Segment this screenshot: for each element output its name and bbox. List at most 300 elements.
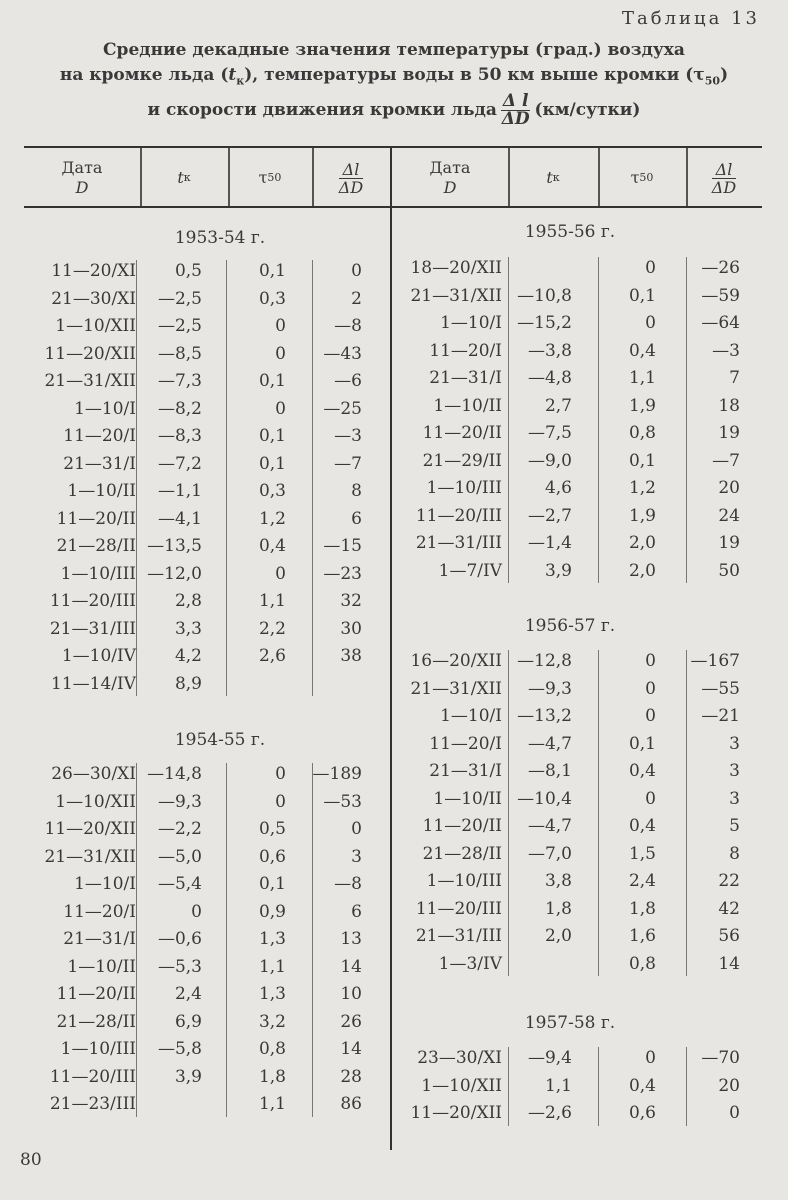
title-text: ): [720, 65, 729, 85]
title-sub-50: 50: [704, 74, 721, 88]
header-tau50: [598, 150, 686, 206]
cell-t-k: 6,9: [174, 1011, 202, 1032]
cell-t-k: —8,1: [527, 761, 572, 781]
table-row: [0, 1045, 788, 1071]
year-heading: 1953-54 г.: [174, 228, 266, 248]
cell-dl-dd: 14: [340, 956, 362, 977]
cell-dl-dd: 0: [351, 261, 362, 281]
cell-date: 21—31/I: [63, 929, 136, 949]
cell-tau-50: 1,1: [258, 591, 286, 611]
cell-dl-dd: —26: [701, 258, 740, 278]
cell-date: 21—29/II: [422, 450, 502, 471]
cell-t-k: 1,8: [544, 898, 572, 919]
cell-dl-dd: —70: [701, 1048, 740, 1068]
cell-date: 1—10/XII: [55, 316, 136, 336]
cell-t-k: 3,3: [174, 618, 202, 639]
table-row: [0, 981, 788, 1007]
table-row: [0, 676, 788, 702]
cell-dl-dd: —64: [701, 313, 740, 333]
cell-t-k: —8,2: [157, 398, 202, 419]
title-text: (км/сутки): [534, 100, 641, 121]
cell-date: 21—31/III: [415, 926, 502, 946]
year-heading: 1955-56 г.: [524, 222, 616, 242]
header-date-var: D: [75, 178, 89, 197]
year-heading: 1956-57 г.: [524, 616, 616, 636]
table-row: [0, 1009, 788, 1035]
cell-dl-dd: 3: [729, 761, 740, 781]
cell-date: 11—20/III: [415, 505, 502, 526]
title-text: на кромке льда (: [59, 65, 229, 85]
table-title: [30, 38, 758, 128]
cell-dl-dd: 86: [340, 1094, 362, 1114]
cell-t-k: —8,5: [157, 343, 202, 364]
cell-t-k: —9,4: [527, 1048, 572, 1068]
fraction-denominator: ΔD: [501, 109, 530, 130]
cell-dl-dd: —15: [323, 536, 362, 556]
cell-tau-50: 0,1: [258, 874, 286, 894]
cell-dl-dd: —7: [712, 450, 740, 471]
cell-t-k: —4,8: [527, 368, 572, 388]
table-row: [0, 951, 788, 977]
cell-date: 1—7/IV: [438, 560, 502, 581]
cell-tau-50: 0,1: [628, 285, 656, 306]
cell-date: 1—10/III: [426, 478, 502, 498]
cell-t-k: 2,8: [174, 591, 202, 611]
cell-tau-50: 0,6: [258, 846, 286, 867]
cell-dl-dd: —25: [323, 398, 362, 419]
header-tk: [508, 150, 598, 206]
header-tau-var: τ: [630, 168, 640, 187]
cell-tau-50: 1,2: [258, 508, 286, 529]
cell-tau-50: 0: [645, 258, 656, 278]
cell-dl-dd: —3: [712, 340, 740, 361]
cell-dl-dd: 6: [351, 901, 362, 922]
cell-date: 1—10/XII: [421, 1075, 502, 1096]
cell-tau-50: 0: [645, 313, 656, 333]
cell-date: 11—20/II: [422, 423, 502, 443]
cell-t-k: —12,0: [147, 563, 202, 584]
header-top-rule: [24, 146, 762, 148]
title-var-t: t: [228, 65, 237, 85]
cell-date: 11—20/XII: [410, 1103, 502, 1123]
cell-tau-50: 2,2: [258, 618, 286, 639]
table-row: [0, 841, 788, 867]
header-tau-sub: 50: [639, 171, 654, 184]
cell-dl-dd: —7: [334, 453, 362, 474]
cell-tau-50: 0,4: [628, 761, 656, 781]
cell-date: 21—31/XII: [410, 678, 502, 699]
cell-t-k: —4,7: [527, 733, 572, 754]
cell-date: 21—31/I: [63, 453, 136, 474]
cell-tau-50: 1,9: [628, 395, 656, 416]
cell-date: 11—20/II: [56, 508, 136, 529]
cell-dl-dd: 20: [718, 478, 740, 498]
cell-tau-50: 1,2: [628, 478, 656, 498]
cell-dl-dd: 8: [729, 843, 740, 864]
cell-dl-dd: 50: [718, 560, 740, 581]
cell-t-k: —3,8: [527, 340, 572, 361]
cell-date: 1—10/IV: [61, 646, 136, 666]
cell-tau-50: 0,3: [258, 481, 286, 501]
cell-date: 11—20/III: [415, 898, 502, 919]
header-tau-var: τ: [258, 168, 268, 187]
table-row: [0, 786, 788, 812]
cell-t-k: 3,9: [174, 1066, 202, 1087]
table-row: [0, 1100, 788, 1126]
cell-dl-dd: —8: [334, 316, 362, 336]
cell-dl-dd: 13: [340, 929, 362, 949]
cell-tau-50: 0,6: [628, 1103, 656, 1123]
header-date-var: D: [443, 178, 457, 197]
cell-tau-50: 2,6: [258, 646, 286, 666]
cell-t-k: —7,3: [157, 371, 202, 391]
header-t-var: t: [546, 168, 553, 187]
cell-tau-50: 0: [275, 316, 286, 336]
cell-date: 1—10/II: [433, 788, 502, 809]
cell-date: 21—30/XI: [51, 288, 136, 309]
cell-tau-50: 1,3: [258, 929, 286, 949]
cell-tau-50: 1,8: [628, 898, 656, 919]
table-row: [0, 448, 788, 474]
cell-t-k: —8,3: [157, 426, 202, 446]
cell-t-k: —9,0: [527, 450, 572, 471]
title-var-tau: τ: [693, 65, 705, 85]
table-row: [0, 558, 788, 584]
cell-date: 18—20/XII: [410, 258, 502, 278]
table-row: [0, 530, 788, 556]
cell-dl-dd: 3: [729, 788, 740, 809]
cell-dl-dd: 10: [340, 984, 362, 1004]
cell-date: 1—10/III: [426, 871, 502, 891]
cell-date: 21—31/III: [49, 618, 136, 639]
cell-date: 1—10/I: [440, 313, 502, 333]
cell-t-k: 4,6: [544, 478, 572, 498]
header-date: [392, 150, 508, 206]
cell-t-k: —5,4: [157, 874, 202, 894]
header-fraction: [339, 161, 363, 196]
cell-t-k: 2,0: [544, 926, 572, 946]
cell-date: 1—10/III: [60, 563, 136, 584]
cell-t-k: 0: [191, 901, 202, 922]
header-t-sub: к: [552, 171, 560, 184]
cell-tau-50: 0,4: [258, 536, 286, 556]
cell-date: 21—31/XII: [410, 285, 502, 306]
cell-t-k: 3,9: [544, 560, 572, 581]
cell-tau-50: 1,8: [258, 1066, 286, 1087]
cell-t-k: 4,2: [174, 646, 202, 666]
header-dl-dd: [686, 150, 762, 206]
cell-tau-50: 0,1: [258, 261, 286, 281]
table-row: [0, 868, 788, 894]
cell-dl-dd: 2: [351, 288, 362, 309]
year-heading: 1957-58 г.: [524, 1013, 616, 1033]
fraction-numerator: Δl: [339, 161, 363, 179]
cell-t-k: —5,0: [157, 846, 202, 867]
cell-date: 1—10/I: [440, 706, 502, 726]
cell-t-k: —9,3: [527, 678, 572, 699]
cell-dl-dd: —23: [323, 563, 362, 584]
fraction-numerator: Δl: [712, 161, 736, 179]
cell-date: 1—10/II: [67, 481, 136, 501]
table-row: [0, 588, 788, 614]
cell-date: 23—30/XI: [417, 1048, 502, 1068]
cell-tau-50: 0: [275, 563, 286, 584]
header-t-sub: к: [183, 171, 191, 184]
cell-tau-50: 0: [645, 706, 656, 726]
cell-dl-dd: —53: [323, 791, 362, 812]
table-row: [0, 648, 788, 674]
table-row: [0, 731, 788, 757]
cell-t-k: 2,4: [174, 984, 202, 1004]
cell-dl-dd: 24: [718, 505, 740, 526]
title-text: и скорости движения кромки льда: [147, 100, 497, 121]
cell-date: 26—30/XI: [51, 764, 136, 784]
cell-t-k: —7,5: [527, 423, 572, 443]
cell-date: 21—31/XII: [44, 846, 136, 867]
cell-dl-dd: 7: [729, 368, 740, 388]
cell-tau-50: 0,1: [628, 733, 656, 754]
cell-t-k: —7,2: [157, 453, 202, 474]
title-line-2: [30, 63, 758, 93]
cell-date: 11—20/III: [49, 591, 136, 611]
cell-tau-50: 2,4: [628, 871, 656, 891]
cell-dl-dd: —21: [701, 706, 740, 726]
cell-tau-50: 3,2: [258, 1011, 286, 1032]
cell-date: 21—31/III: [415, 533, 502, 553]
cell-t-k: —2,7: [527, 505, 572, 526]
cell-dl-dd: —8: [334, 874, 362, 894]
cell-date: 1—10/II: [67, 956, 136, 977]
cell-dl-dd: 18: [718, 395, 740, 416]
cell-date: 21—31/I: [429, 761, 502, 781]
cell-date: 1—3/IV: [438, 953, 502, 974]
cell-date: 21—28/II: [56, 1011, 136, 1032]
cell-t-k: 0,5: [174, 261, 202, 281]
cell-tau-50: 0,3: [258, 288, 286, 309]
table-row: [0, 923, 788, 949]
cell-date: 1—10/I: [74, 398, 136, 419]
cell-dl-dd: 32: [340, 591, 362, 611]
table-row: [0, 283, 788, 309]
cell-t-k: 1,1: [544, 1075, 572, 1096]
cell-tau-50: 0: [275, 398, 286, 419]
table-row: [0, 393, 788, 419]
cell-tau-50: 0,1: [258, 453, 286, 474]
table-row: [0, 503, 788, 529]
cell-tau-50: 1,1: [258, 1094, 286, 1114]
year-heading: 1954-55 г.: [174, 730, 266, 750]
cell-date: 11—20/XI: [51, 261, 136, 281]
table-row: [0, 1073, 788, 1099]
table-row: [0, 758, 788, 784]
title-sub-k: к: [236, 74, 245, 88]
cell-dl-dd: 14: [718, 953, 740, 974]
cell-t-k: 3,8: [544, 871, 572, 891]
cell-dl-dd: —167: [690, 651, 740, 671]
cell-tau-50: 0: [275, 791, 286, 812]
title-line-1: Средние декадные значения температуры (град.) воздуха: [103, 40, 685, 60]
cell-tau-50: 0: [645, 678, 656, 699]
cell-date: 21—23/III: [49, 1094, 136, 1114]
cell-date: 11—20/I: [429, 340, 502, 361]
fraction-numerator: Δ l: [502, 91, 529, 112]
cell-dl-dd: 56: [718, 926, 740, 946]
cell-t-k: —2,5: [157, 288, 202, 309]
fraction-denominator: ΔD: [711, 177, 737, 197]
cell-date: 11—20/XII: [44, 343, 136, 364]
cell-dl-dd: 22: [718, 871, 740, 891]
header-date-label: Дата: [429, 158, 471, 177]
cell-dl-dd: 28: [340, 1066, 362, 1087]
table-row: [0, 338, 788, 364]
table-row: [0, 365, 788, 391]
cell-date: 11—14/IV: [51, 673, 136, 694]
table-row: [0, 475, 788, 501]
title-text: ), температуры воды в 50 км выше кромки (: [244, 65, 694, 85]
cell-date: 21—31/I: [429, 368, 502, 388]
cell-t-k: —10,8: [517, 285, 572, 306]
cell-dl-dd: 38: [340, 646, 362, 666]
cell-t-k: —4,7: [527, 816, 572, 836]
cell-dl-dd: 26: [340, 1011, 362, 1032]
cell-date: 16—20/XII: [410, 651, 502, 671]
cell-dl-dd: 5: [729, 816, 740, 836]
cell-dl-dd: —189: [312, 764, 362, 784]
cell-date: 21—28/II: [56, 536, 136, 556]
table-row: [0, 813, 788, 839]
cell-date: 11—20/II: [422, 816, 502, 836]
cell-tau-50: 0,1: [628, 450, 656, 471]
cell-tau-50: 0: [645, 651, 656, 671]
cell-dl-dd: 6: [351, 508, 362, 529]
cell-tau-50: 1,5: [628, 843, 656, 864]
cell-tau-50: 1,3: [258, 984, 286, 1004]
table-row: [0, 420, 788, 446]
cell-date: 11—20/I: [63, 426, 136, 446]
header-tau50: [228, 150, 312, 206]
table-row: [0, 616, 788, 642]
header-bottom-rule: [24, 206, 762, 208]
cell-date: 21—31/XII: [44, 371, 136, 391]
cell-tau-50: 0,1: [258, 371, 286, 391]
page-number: 80: [20, 1150, 42, 1170]
cell-t-k: —14,8: [147, 764, 202, 784]
cell-tau-50: 0,4: [628, 340, 656, 361]
cell-dl-dd: —59: [701, 285, 740, 306]
cell-tau-50: 1,9: [628, 505, 656, 526]
cell-tau-50: 0: [645, 788, 656, 809]
cell-date: 1—10/II: [433, 395, 502, 416]
cell-date: 11—20/II: [56, 984, 136, 1004]
cell-tau-50: 1,1: [628, 368, 656, 388]
cell-tau-50: 0,9: [258, 901, 286, 922]
cell-t-k: —7,0: [527, 843, 572, 864]
fraction-denominator: ΔD: [338, 177, 364, 197]
cell-tau-50: 0,8: [628, 953, 656, 974]
cell-t-k: —4,1: [157, 508, 202, 529]
cell-t-k: —5,3: [157, 956, 202, 977]
cell-t-k: —9,3: [157, 791, 202, 812]
table-row: [0, 896, 788, 922]
cell-dl-dd: —3: [334, 426, 362, 446]
cell-tau-50: 0,8: [258, 1039, 286, 1059]
header-t-var: t: [177, 168, 184, 187]
header-fraction: [712, 161, 736, 196]
table-row: [0, 255, 788, 281]
header-dl-dd: [312, 150, 390, 206]
cell-dl-dd: —6: [334, 371, 362, 391]
cell-t-k: —15,2: [517, 313, 572, 333]
cell-t-k: 8,9: [174, 673, 202, 694]
cell-t-k: —1,4: [527, 533, 572, 553]
cell-date: 1—10/I: [74, 874, 136, 894]
cell-dl-dd: 3: [351, 846, 362, 867]
cell-tau-50: 2,0: [628, 533, 656, 553]
cell-tau-50: 0,4: [628, 1075, 656, 1096]
cell-t-k: —0,6: [157, 929, 202, 949]
cell-dl-dd: —55: [701, 678, 740, 699]
header-tk: [140, 150, 228, 206]
cell-t-k: —2,5: [157, 316, 202, 336]
cell-tau-50: 0,5: [258, 819, 286, 839]
title-fraction: [501, 93, 531, 128]
cell-tau-50: 0: [645, 1048, 656, 1068]
cell-tau-50: 0: [275, 764, 286, 784]
cell-tau-50: 0,4: [628, 816, 656, 836]
cell-dl-dd: 14: [340, 1039, 362, 1059]
table-row: [0, 703, 788, 729]
cell-t-k: —5,8: [157, 1039, 202, 1059]
cell-date: 1—10/XII: [55, 791, 136, 812]
cell-t-k: —2,6: [527, 1103, 572, 1123]
cell-date: 11—20/III: [49, 1066, 136, 1087]
cell-dl-dd: 3: [729, 733, 740, 754]
cell-date: 21—28/II: [422, 843, 502, 864]
header-tau-sub: 50: [267, 171, 282, 184]
cell-dl-dd: —43: [323, 343, 362, 364]
cell-t-k: —10,4: [517, 788, 572, 809]
cell-date: 1—10/III: [60, 1039, 136, 1059]
header-date: [24, 150, 140, 206]
table-label: Таблица 13: [622, 8, 760, 29]
cell-dl-dd: 0: [351, 819, 362, 839]
cell-date: 11—20/XII: [44, 819, 136, 839]
table-row: [0, 310, 788, 336]
cell-dl-dd: 0: [729, 1103, 740, 1123]
cell-t-k: —1,1: [157, 481, 202, 501]
cell-date: 11—20/I: [429, 733, 502, 754]
cell-tau-50: 0,1: [258, 426, 286, 446]
cell-date: 11—20/I: [63, 901, 136, 922]
cell-dl-dd: 20: [718, 1075, 740, 1096]
cell-t-k: —12,8: [517, 651, 572, 671]
cell-tau-50: 0,8: [628, 423, 656, 443]
cell-t-k: —2,2: [157, 819, 202, 839]
cell-dl-dd: 19: [718, 533, 740, 553]
cell-dl-dd: 30: [340, 618, 362, 639]
cell-tau-50: 1,1: [258, 956, 286, 977]
cell-tau-50: 0: [275, 343, 286, 364]
cell-t-k: —13,2: [517, 706, 572, 726]
cell-dl-dd: 8: [351, 481, 362, 501]
cell-t-k: 2,7: [544, 395, 572, 416]
cell-dl-dd: 42: [718, 898, 740, 919]
header-date-label: Дата: [61, 158, 103, 177]
title-line-3: [30, 93, 758, 128]
cell-dl-dd: 19: [718, 423, 740, 443]
cell-t-k: —13,5: [147, 536, 202, 556]
cell-tau-50: 2,0: [628, 560, 656, 581]
